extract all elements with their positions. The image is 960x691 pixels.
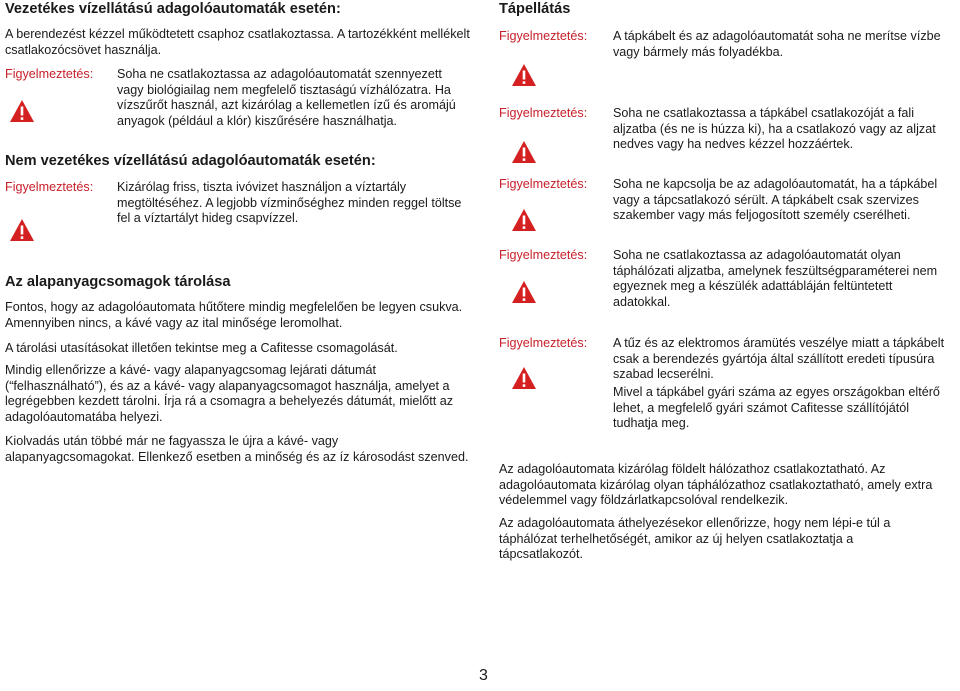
warning-text: A tápkábelt és az adagolóautomatát soha ne merítse vízbe vagy bármely más folyadékba.	[613, 29, 941, 59]
warning-triangle-icon	[511, 140, 537, 164]
warning-label: Figyelmeztetés:	[499, 248, 588, 262]
warning-label: Figyelmeztetés:	[499, 177, 588, 191]
paragraph-cooler-door: Fontos, hogy az adagolóautomata hűtőtere mindig megfelelően be legyen csukva. Amennyiben nincs, a kávé vagy az ital minősége leromolhat.	[5, 300, 463, 330]
section-heading-non-wired-water: Nem vezetékes vízellátású adagolóautomaták esetén:	[5, 153, 376, 169]
warning-triangle-icon	[511, 280, 537, 304]
warning-triangle-icon	[9, 218, 35, 242]
warning-triangle-icon	[511, 208, 537, 232]
warning-triangle-icon	[9, 99, 35, 123]
warning-text-continued: Mivel a tápkábel gyári száma az egyes országokban eltérő lehet, a megfelelő gyári számot Cafitesse szállítójától tudhatja meg.	[613, 385, 940, 431]
warning-text: Soha ne csatlakoztassa az adagolóautomatát szennyezett vagy biológiailag nem megfelelő tisztaságú vízhálózatra. Ha vízszűrőt használ, azt kizárólag a kellemetlen ízű és aromájú anyagok (például a klór) kiszűrésére használhatja.	[117, 67, 456, 128]
warning-text: Soha ne kapcsolja be az adagolóautomatát, ha a tápkábel vagy a tápcsatlakozó sérült. A tápkábelt csak szervizes szakember vagy más feljogosított személy cserélheti.	[613, 177, 938, 223]
section-heading-wired-water: Vezetékes vízellátású adagolóautomaták esetén:	[5, 1, 341, 17]
warning-text: Soha ne csatlakoztassa az adagolóautomatát olyan táphálózati aljzatba, amelynek feszültségparaméterei nem egyeznek meg a készülék adattábláján feltüntetett adatokkal.	[613, 248, 938, 309]
warning-label: Figyelmeztetés:	[499, 29, 588, 43]
paragraph-grounded-network: Az adagolóautomata kizárólag földelt hálózathoz csatlakoztatható. Az adagolóautomata kizárólag olyan táphálózathoz csatlakoztatható, amely extra védelemmel vagy földzárlatkapcsolóval rendelkezik.	[499, 462, 933, 508]
page-number: 3	[479, 667, 488, 684]
paragraph-expiry-date: Mindig ellenőrizze a kávé- vagy alapanyagcsomag lejárati dátumát (“felhasználható”), és az a kávé- vagy alapanyagcsomagot használja, amelyet a legrégebben kezdett tárolni. Írja rá a csomagra a behelyezés dátumát, mielőtt az adagolóautomatába helyezi.	[5, 363, 454, 424]
warning-text: Soha ne csatlakoztassa a tápkábel csatlakozóját a fali aljzatba (és ne is húzza ki), ha a csatlakozó vagy az aljzat nedves vagy ha nedves kézzel hozzáértek.	[613, 106, 936, 152]
warning-label: Figyelmeztetés:	[5, 180, 94, 194]
section-heading-power-supply: Tápellátás	[499, 1, 571, 17]
warning-label: Figyelmeztetés:	[499, 106, 588, 120]
paragraph-relocation: Az adagolóautomata áthelyezésekor ellenőrizze, hogy nem lépi-e túl a táphálózat terhelhetőségét, amikor az új helyen csatlakoztatja a tápcsatlakozót.	[499, 516, 891, 562]
warning-label: Figyelmeztetés:	[499, 336, 588, 350]
paragraph-thawing: Kiolvadás után többé már ne fagyassza le újra a kávé- vagy alapanyagcsomagokat. Ellenkező esetben a minőség és az íz károsodást szenved.	[5, 434, 469, 464]
warning-triangle-icon	[511, 63, 537, 87]
warning-triangle-icon	[511, 366, 537, 390]
warning-label: Figyelmeztetés:	[5, 67, 94, 81]
section-heading-storage: Az alapanyagcsomagok tárolása	[5, 274, 231, 290]
warning-text: Kizárólag friss, tiszta ivóvizet használjon a víztartály megtöltéséhez. A legjobb vízminőséghez minden reggel töltse fel a víztartályt hideg csapvízzel.	[117, 180, 462, 226]
warning-text: A tűz és az elektromos áramütés veszélye miatt a tápkábelt csak a berendezés gyártója által szállított eredeti típusúra szabad lecserélni.	[613, 336, 945, 382]
paragraph-storage-instructions: A tárolási utasításokat illetően tekintse meg a Cafitesse csomagolását.	[5, 341, 398, 355]
paragraph-wired-connection: A berendezést kézzel működtetett csaphoz csatlakoztassa. A tartozékként mellékelt csatlakozócsövet használja.	[5, 27, 470, 57]
